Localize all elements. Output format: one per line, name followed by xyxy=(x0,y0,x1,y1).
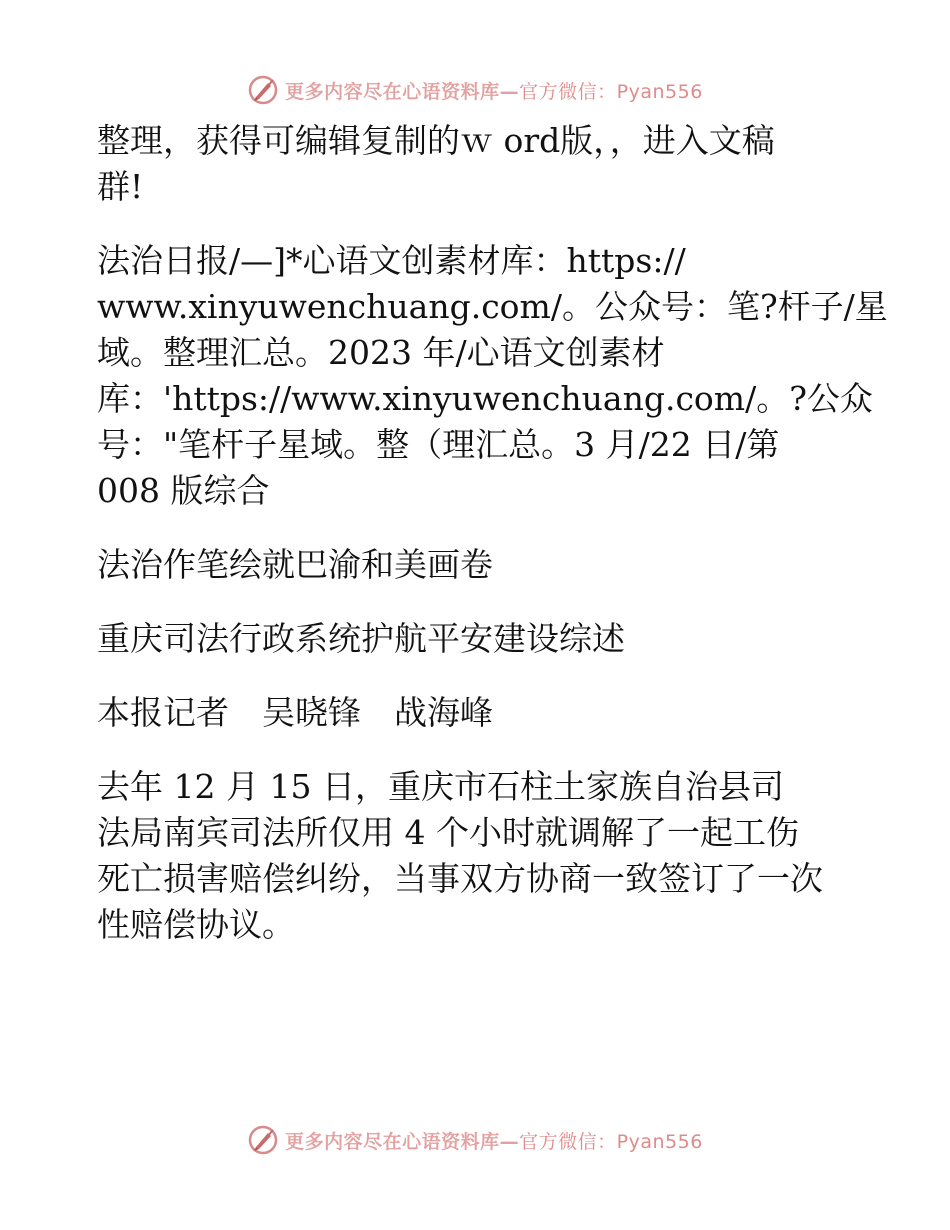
text-line: 整理，获得可编辑复制的ｗ ord版，，进入文稿 xyxy=(97,121,775,160)
watermark-text: 更多内容尽在心语资料库—官方微信：Pyan556 xyxy=(285,80,703,103)
text-line: 本报记者 吴晓锋 战海峰 xyxy=(97,693,493,732)
quill-pen-icon xyxy=(247,1124,279,1156)
paragraph-intro xyxy=(97,118,857,210)
text-line: 号："笔杆子星域。整（理汇总。3 月/22 日/第 xyxy=(97,425,780,464)
document-body xyxy=(97,118,888,976)
paragraph-source xyxy=(97,238,888,514)
text-line: 法局南宾司法所仅用 4 个小时就调解了一起工伤 xyxy=(97,813,799,852)
paragraph-subheadline xyxy=(97,616,857,662)
text-line: www.xinyuwenchuang.com/。公众号：笔?杆子/星 xyxy=(97,287,888,326)
text-line: 域。整理汇总。2023 年/心语文创素材 xyxy=(97,333,665,372)
header-watermark xyxy=(0,70,950,110)
paragraph-headline xyxy=(97,542,857,588)
text-line: 库：'https://www.xinyuwenchuang.com/。?公众 xyxy=(97,379,873,418)
text-line: 群! xyxy=(97,167,144,206)
text-line: 重庆司法行政系统护航平安建设综述 xyxy=(97,619,625,658)
text-line: 法治日报/—]*心语文创素材库：https:// xyxy=(97,241,686,280)
text-line: 法治作笔绘就巴渝和美画卷 xyxy=(97,545,493,584)
watermark-contact: 官方微信：Pyan556 xyxy=(519,1130,703,1153)
text-line: 008 版综合 xyxy=(97,471,270,510)
text-line: 去年 12 月 15 日，重庆市石柱土家族自治县司 xyxy=(97,767,784,806)
paragraph-byline xyxy=(97,690,857,736)
text-line: 性赔偿协议。 xyxy=(97,905,295,944)
quill-pen-icon xyxy=(247,74,279,106)
text-line: 死亡损害赔偿纠纷，当事双方协商一致签订了一次 xyxy=(97,859,823,898)
watermark-contact: 官方微信：Pyan556 xyxy=(519,80,703,103)
footer-watermark xyxy=(0,1120,950,1160)
paragraph-body-1 xyxy=(97,764,857,948)
watermark-text: 更多内容尽在心语资料库—官方微信：Pyan556 xyxy=(285,1130,703,1153)
